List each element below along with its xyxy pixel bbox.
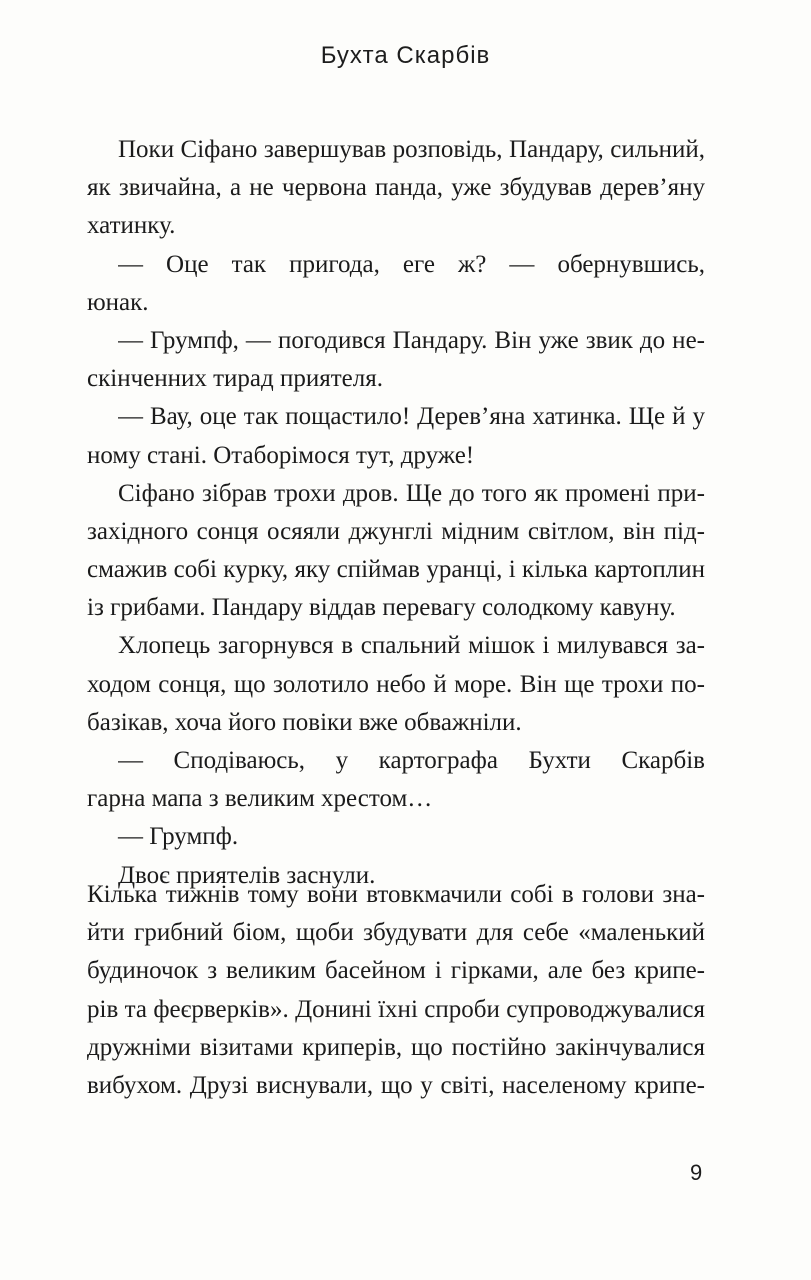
text-line: — Оце так пригода, еге ж? — обернувшись, <box>118 250 705 278</box>
text-line: — Грумпф. <box>118 823 239 851</box>
text-line: скінченних тирад приятеля. <box>87 365 383 393</box>
text-line: Кілька тижнів тому вони втовкмачили собі в голови зна- <box>87 881 705 908</box>
text-line: хатинку. <box>87 212 176 240</box>
text-line: смажив собі курку, яку спіймав уранці, і кілька картоплин <box>87 556 705 584</box>
text-line: — Грумпф, — погодився Пандару. Він уже звик до не- <box>118 326 705 354</box>
text-line: Хлопець загорнувся в спальний мішок і милувався за- <box>118 632 705 660</box>
text-line: — Сподіваюсь, у картографа Бухти Скарбів <box>118 747 705 774</box>
text-line: ходом сонця, що золотило небо й море. Він ще трохи по- <box>87 670 705 698</box>
text-line: юнак. <box>87 288 149 316</box>
text-line: рів та феєрверків». Донині їхні спроби супроводжувалися <box>87 995 705 1023</box>
text-line: Сіфано зібрав трохи дров. Ще до того як промені при- <box>118 479 705 507</box>
text-line: йти грибний біом, щоби збудувати для себе «маленький <box>87 919 705 947</box>
text-line: як звичайна, а не червона панда, уже збудував дерев’яну <box>87 174 705 202</box>
text-line: Двоє приятелів заснули. <box>118 861 376 889</box>
second-text-section <box>87 876 705 1105</box>
text-line: гарна мапа з великим хрестом… <box>87 785 433 813</box>
page-number: 9 <box>690 1160 703 1185</box>
text-line: із грибами. Пандару віддав перевагу солодкому кавуну. <box>87 594 676 622</box>
text-line: базікав, хоча його повіки вже обважніли. <box>87 708 522 736</box>
text-line: західного сонця осяяли джунглі мідним світлом, він під- <box>87 517 705 545</box>
text-line: вибухом. Друзі виснували, що у світі, населеному крипе- <box>87 1071 705 1099</box>
text-line: ному стані. Отаборімося тут, друже! <box>87 441 475 469</box>
text-line: Поки Сіфано завершував розповідь, Пандару, сильний, <box>118 136 705 163</box>
running-head-title: Бухта Скарбів <box>320 42 491 69</box>
text-line: — Вау, оце так пощастило! Дерев’яна хатинка. Ще й у <box>118 403 705 431</box>
text-line: дружніми візитами криперів, що постійно закінчувалися <box>87 1033 705 1061</box>
text-line: будиночок з великим басейном і гірками, але без крипе- <box>87 957 705 985</box>
